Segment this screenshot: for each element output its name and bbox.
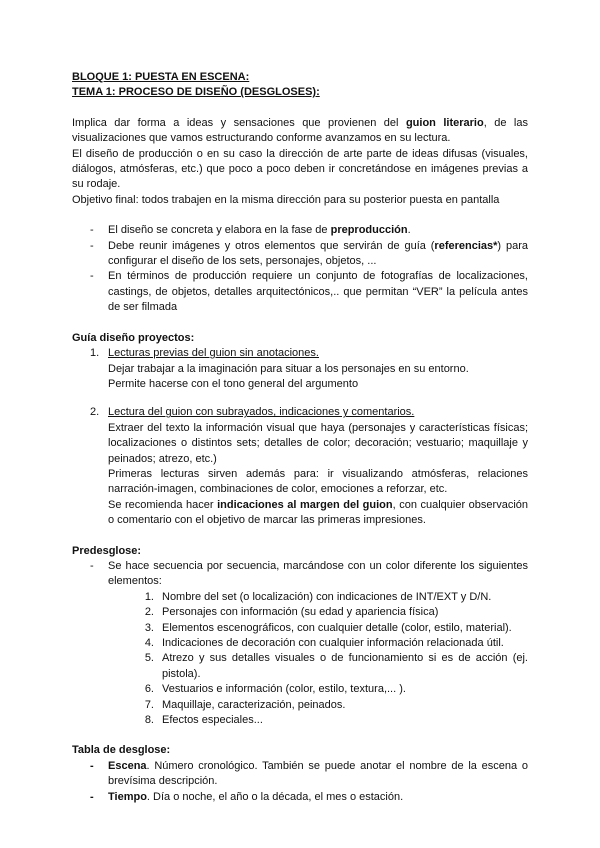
- topic-heading: TEMA 1: PROCESO DE DISEÑO (DESGLOSES):: [72, 86, 320, 99]
- predesglose-item: 7. Maquillaje, caracterización, peinados.: [144, 698, 346, 711]
- document-page: [72, 70, 528, 805]
- guide-title: Guía diseño proyectos:: [72, 331, 195, 344]
- predesglose-title: Predesglose:: [72, 544, 142, 557]
- predesglose-item: 4. Indicaciones de decoración con cualquier información relacionada útil.: [144, 637, 504, 649]
- predesglose-item: 5. Atrezo y sus detalles visuales o de funcionamiento si es de acción (ej. pistola).: [144, 652, 528, 680]
- predesglose-item: 2. Personajes con información (su edad y apariencia física): [144, 606, 439, 619]
- guide-item-2: 2. Lectura del guion con subrayados, indicaciones y comentarios. Extraer del texto la información visual que haya (personajes y características físicas; localizaciones o distintos sets; detalles de color; decoración; vestuario; maquillaje y peinados; atrezo, etc.) Primeras lecturas sirven además para: ir visualizando atmósferas, relaciones narración-imagen, combinaciones de color, emociones a reforzar, etc. Se recomienda hacer indicaciones al margen del guion, con cualquier observación o comentario con el objetivo de marcar las primeras impresiones.: [90, 406, 528, 527]
- tabla-item-tiempo: - Tiempo. Día o noche, el año o la década, el mes o estación.: [90, 790, 404, 803]
- guide-item-title: Lectura del guion con subrayados, indicaciones y comentarios.: [108, 406, 415, 419]
- bullet-item: - En términos de producción requiere un conjunto de fotografías de localizaciones, castings, de objetos, detalles arquitectónicos,.. que permitan “VER” la película antes de ser filmada: [90, 270, 528, 314]
- predesglose-item: 6. Vestuarios e información (color, estilo, textura,... ).: [144, 683, 406, 696]
- predesglose-item: 3. Elementos escenográficos, con cualquier detalle (color, estilo, material).: [144, 621, 512, 634]
- intro-paragraph-2: El diseño de producción o en su caso la dirección de arte parte de ideas difusas (visuales, diálogos, atmósferas, etc.) que poco a poco deben ir concretándose en imágenes previas a su rodaje.: [72, 147, 528, 191]
- tabla-item-escena: - Escena. Número cronológico. También se puede anotar el nombre de la escena o brevísima descripción.: [90, 759, 528, 788]
- block-heading: BLOQUE 1: PUESTA EN ESCENA:: [72, 71, 250, 83]
- predesglose-item: 1. Nombre del set (o localización) con indicaciones de INT/EXT y D/N.: [144, 590, 492, 603]
- guide-item-1: 1. Lecturas previas del guion sin anotaciones. Dejar trabajar a la imaginación para situar a los personajes en su entorno. Permite hacerse con el tono general del argumento: [72, 346, 528, 392]
- intro-paragraph-1: Implica dar forma a ideas y sensaciones que provienen del guion literario, de las visualizaciones que vamos estructurando conforme avanzamos en su lectura.: [72, 116, 528, 145]
- predesglose-list: [72, 590, 528, 729]
- guide-item-title: Lecturas previas del guion sin anotaciones.: [108, 347, 319, 360]
- bullet-item: - Debe reunir imágenes y otros elementos que servirán de guía (referencias*) para configurar el diseño de los sets, personajes, objetos, ...: [90, 239, 528, 268]
- bullet-item: - El diseño se concreta y elabora en la fase de preproducción.: [90, 224, 411, 237]
- predesglose-item: 8. Efectos especiales...: [144, 714, 263, 727]
- tabla-title: Tabla de desglose:: [72, 744, 171, 757]
- intro-paragraph-3: Objetivo final: todos trabajen en la misma dirección para su posterior puesta en pantalla: [72, 193, 500, 206]
- predesglose-bullet: - Se hace secuencia por secuencia, marcándose con un color diferente los siguientes elementos:: [90, 559, 528, 588]
